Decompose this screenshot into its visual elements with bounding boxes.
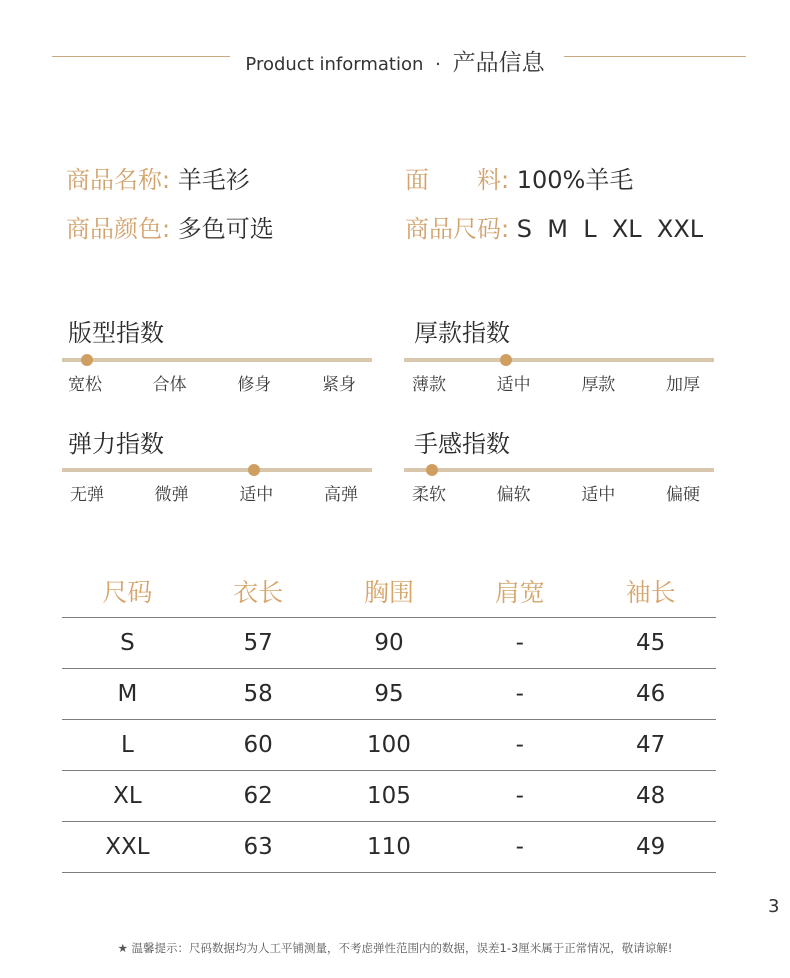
thickness-index-tick: 适中 [496,375,531,395]
spec-color [66,209,274,244]
thickness-index-tick: 加厚 [665,375,700,395]
cell-size: XXL [105,834,150,860]
cell-shoulder: - [515,630,524,656]
hand-feel-index-tick: 适中 [581,485,616,505]
elasticity-index-tick: 微弹 [154,485,189,505]
section-title-en: Product information [245,54,424,75]
cell-chest: 95 [374,681,404,707]
spec-product-name [66,160,250,195]
cell-chest: 100 [367,732,411,758]
cell-shoulder: - [515,834,524,860]
table-row [62,821,716,873]
fit-index-title: 版型指数 [68,319,164,347]
cell-length: 58 [243,681,273,707]
fit-index-marker [81,354,93,366]
cell-chest: 105 [367,783,411,809]
thickness-index-tick: 厚款 [581,375,616,395]
fit-index-tick: 紧身 [321,375,356,395]
header-shoulder: 肩宽 [494,578,545,607]
cell-length: 62 [243,783,273,809]
fit-index-track [62,358,372,362]
cell-shoulder: - [515,681,524,707]
cell-chest: 110 [367,834,411,860]
cell-shoulder: - [515,732,524,758]
thickness-index-title: 厚款指数 [414,319,510,347]
cell-sleeve: 45 [635,630,666,656]
spec-size [405,209,703,244]
spec-material-label: 面 料: [405,166,510,194]
hand-feel-index-ticks [412,480,700,505]
size-chart-table [62,565,716,873]
spec-material-value: 100%羊毛 [516,166,634,194]
spec-material [405,160,633,195]
hand-feel-index-marker [426,464,438,476]
elasticity-index-track [62,468,372,472]
cell-shoulder: - [515,783,524,809]
table-row [62,668,716,719]
footnote: ★ 温馨提示：尺码数据均为人工平铺测量，不考虑弹性范围内的数据，误差1-3厘米属于正常情况，敬请谅解! [117,941,673,955]
thickness-index-track [404,358,714,362]
cell-chest: 90 [374,630,404,656]
elasticity-index-tick: 无弹 [70,485,104,505]
spec-product-name-value: 羊毛衫 [177,166,250,194]
spec-color-value: 多色可选 [177,215,274,243]
cell-size: S [120,630,135,656]
header-size: 尺码 [102,578,153,607]
table-row [62,617,716,668]
fit-index-tick: 合体 [152,375,187,395]
thickness-index-tick: 薄款 [412,375,446,395]
hand-feel-index-title: 手感指数 [414,430,510,458]
fit-index-tick: 修身 [237,375,272,395]
thickness-index-ticks [412,370,700,395]
cell-sleeve: 49 [635,834,666,860]
cell-size: L [120,732,134,758]
cell-sleeve: 47 [635,732,666,758]
header-sleeve: 袖长 [625,578,676,607]
table-row [62,719,716,770]
table-row [62,770,716,821]
cell-length: 60 [243,732,273,758]
hand-feel-index-track [404,468,714,472]
cell-sleeve: 48 [635,783,666,809]
cell-length: 63 [243,834,273,860]
elasticity-index-tick: 适中 [239,485,274,505]
elasticity-index-title: 弹力指数 [68,430,164,458]
section-title [0,44,790,77]
section-title-separator: · [435,54,441,75]
spec-product-name-label: 商品名称: [66,166,171,194]
spec-size-label: 商品尺码: [405,215,510,243]
section-title-cn: 产品信息 [452,50,545,76]
cell-size: XL [113,783,142,809]
fit-index-ticks [68,370,356,395]
elasticity-index-ticks [70,480,358,505]
cell-size: M [117,681,138,707]
page-number: 3 [768,896,780,917]
cell-sleeve: 46 [635,681,666,707]
header-chest: 胸围 [363,578,414,607]
spec-color-label: 商品颜色: [66,215,171,243]
header-length: 衣长 [233,578,284,607]
thickness-index-marker [500,354,512,366]
size-chart-header [62,565,716,617]
hand-feel-index-tick: 偏软 [496,485,531,505]
hand-feel-index-tick: 柔软 [412,485,446,505]
spec-size-value: S M L XL XXL [516,215,704,243]
elasticity-index-marker [248,464,260,476]
elasticity-index-tick: 高弹 [323,485,358,505]
cell-length: 57 [243,630,273,656]
hand-feel-index-tick: 偏硬 [665,485,700,505]
fit-index-tick: 宽松 [68,375,102,395]
